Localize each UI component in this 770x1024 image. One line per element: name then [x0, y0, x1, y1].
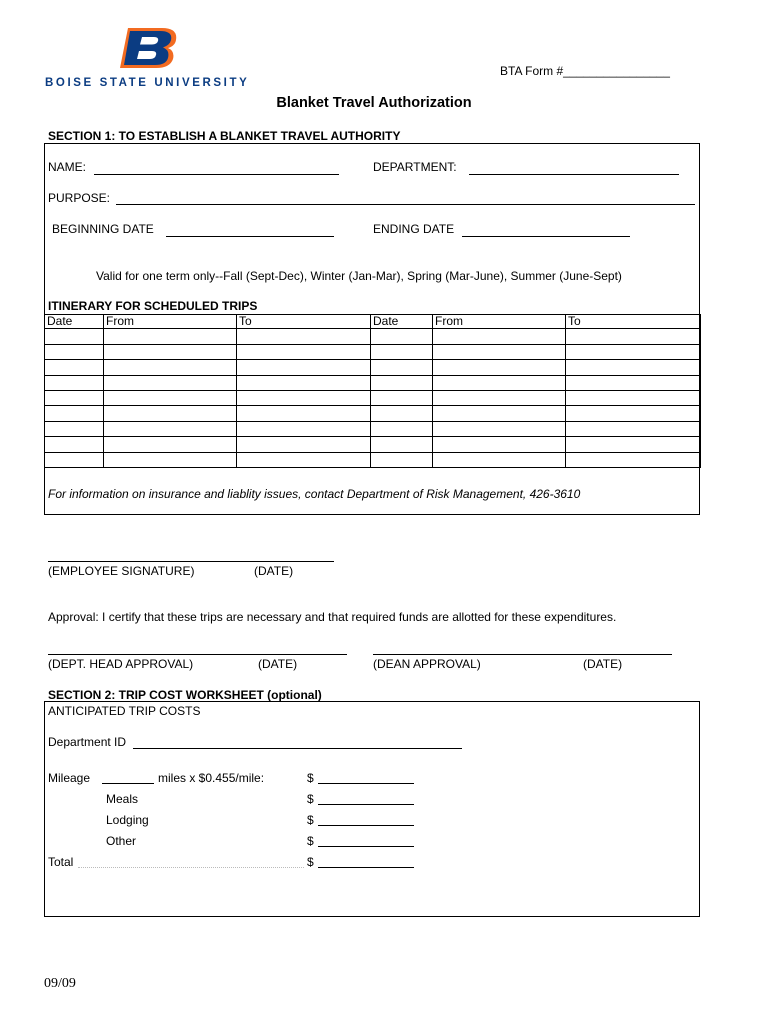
name-field[interactable]	[94, 174, 339, 175]
itinerary-row	[45, 421, 701, 436]
dept-head-approval-field[interactable]	[48, 654, 347, 655]
lodging-dollar-sign: $	[307, 813, 314, 827]
itinerary-cell[interactable]	[566, 421, 701, 436]
itinerary-cell[interactable]	[237, 390, 371, 405]
itinerary-cell[interactable]	[237, 375, 371, 390]
itinerary-row	[45, 390, 701, 405]
itinerary-header-row	[45, 314, 701, 329]
itinerary-row	[45, 344, 701, 359]
lodging-amount-field[interactable]	[318, 825, 414, 826]
itinerary-row	[45, 406, 701, 421]
ending-date-label: ENDING DATE	[373, 222, 455, 236]
itinerary-cell[interactable]	[237, 329, 371, 344]
revision-date: 09/09	[44, 976, 76, 991]
itinerary-cell[interactable]	[433, 452, 566, 467]
itinerary-row	[45, 375, 701, 390]
itinerary-table	[44, 314, 701, 468]
other-amount-field[interactable]	[318, 846, 414, 847]
ending-date-field[interactable]	[462, 236, 630, 237]
itinerary-cell[interactable]	[45, 421, 104, 436]
section1-heading: SECTION 1: TO ESTABLISH A BLANKET TRAVEL AUTHORITY	[48, 129, 401, 143]
itinerary-row	[45, 360, 701, 375]
itinerary-cell[interactable]	[371, 437, 433, 452]
col-header-date-2: Date	[371, 314, 433, 329]
col-header-to-2: To	[566, 314, 701, 329]
total-label: Total	[48, 855, 74, 869]
itinerary-cell[interactable]	[104, 344, 237, 359]
itinerary-cell[interactable]	[371, 406, 433, 421]
other-label: Other	[106, 834, 137, 848]
itinerary-cell[interactable]	[45, 375, 104, 390]
mileage-miles-field[interactable]	[102, 783, 154, 784]
validity-note: Valid for one term only--Fall (Sept-Dec), Winter (Jan-Mar), Spring (Mar-June), Summer (June-Sept)	[96, 269, 622, 283]
section2-box	[44, 701, 700, 917]
boise-state-b-logo	[118, 26, 182, 70]
dean-approval-field[interactable]	[373, 654, 672, 655]
employee-signature-field[interactable]	[48, 561, 334, 562]
itinerary-cell[interactable]	[237, 452, 371, 467]
itinerary-cell[interactable]	[371, 360, 433, 375]
beginning-date-field[interactable]	[166, 236, 334, 237]
itinerary-row	[45, 329, 701, 344]
itinerary-cell[interactable]	[45, 437, 104, 452]
itinerary-cell[interactable]	[237, 421, 371, 436]
itinerary-cell[interactable]	[566, 390, 701, 405]
total-amount-field[interactable]	[318, 867, 414, 868]
itinerary-cell[interactable]	[433, 406, 566, 421]
dept-head-date-label: (DATE)	[258, 657, 298, 671]
itinerary-cell[interactable]	[433, 421, 566, 436]
itinerary-cell[interactable]	[566, 437, 701, 452]
itinerary-cell[interactable]	[237, 360, 371, 375]
itinerary-cell[interactable]	[104, 452, 237, 467]
itinerary-cell[interactable]	[371, 421, 433, 436]
employee-date-label: (DATE)	[254, 564, 294, 578]
meals-label: Meals	[106, 792, 139, 806]
employee-signature-label: (EMPLOYEE SIGNATURE)	[48, 564, 195, 578]
meals-amount-field[interactable]	[318, 804, 414, 805]
itinerary-cell[interactable]	[45, 329, 104, 344]
beginning-date-label: BEGINNING DATE	[52, 222, 154, 236]
itinerary-cell[interactable]	[45, 344, 104, 359]
itinerary-cell[interactable]	[104, 406, 237, 421]
itinerary-cell[interactable]	[371, 375, 433, 390]
itinerary-cell[interactable]	[433, 329, 566, 344]
section2-heading: SECTION 2: TRIP COST WORKSHEET (optional)	[48, 688, 322, 702]
university-wordmark: BOISE STATE UNIVERSITY	[45, 77, 250, 89]
department-id-label: Department ID	[48, 735, 127, 749]
other-dollar-sign: $	[307, 834, 314, 848]
dean-approval-label: (DEAN APPROVAL)	[373, 657, 481, 671]
itinerary-cell[interactable]	[566, 375, 701, 390]
itinerary-cell[interactable]	[237, 437, 371, 452]
purpose-field[interactable]	[116, 204, 695, 205]
itinerary-cell[interactable]	[566, 452, 701, 467]
dept-head-approval-label: (DEPT. HEAD APPROVAL)	[48, 657, 194, 671]
itinerary-cell[interactable]	[237, 406, 371, 421]
mileage-amount-field[interactable]	[318, 783, 414, 784]
itinerary-cell[interactable]	[433, 344, 566, 359]
itinerary-cell[interactable]	[371, 390, 433, 405]
total-leader-dots	[78, 867, 304, 868]
itinerary-cell[interactable]	[45, 406, 104, 421]
purpose-label: PURPOSE:	[48, 191, 111, 205]
itinerary-cell[interactable]	[104, 421, 237, 436]
anticipated-costs-label: ANTICIPATED TRIP COSTS	[48, 704, 201, 718]
itinerary-cell[interactable]	[433, 360, 566, 375]
itinerary-cell[interactable]	[104, 329, 237, 344]
department-id-field[interactable]	[133, 748, 462, 749]
itinerary-cell[interactable]	[371, 344, 433, 359]
itinerary-cell[interactable]	[104, 375, 237, 390]
itinerary-cell[interactable]	[371, 452, 433, 467]
department-label: DEPARTMENT:	[373, 160, 457, 174]
form-number-label[interactable]: BTA Form #________________	[500, 64, 670, 78]
department-field[interactable]	[469, 174, 679, 175]
itinerary-heading: ITINERARY FOR SCHEDULED TRIPS	[48, 299, 258, 313]
lodging-label: Lodging	[106, 813, 149, 827]
itinerary-cell[interactable]	[566, 329, 701, 344]
itinerary-cell[interactable]	[566, 406, 701, 421]
itinerary-cell[interactable]	[104, 390, 237, 405]
itinerary-cell[interactable]	[371, 329, 433, 344]
mileage-dollar-sign: $	[307, 771, 314, 785]
itinerary-cell[interactable]	[237, 344, 371, 359]
col-header-to: To	[237, 314, 371, 329]
itinerary-cell[interactable]	[433, 375, 566, 390]
itinerary-cell[interactable]	[45, 390, 104, 405]
approval-statement: Approval: I certify that these trips are necessary and that required funds are allotted for these expenditures.	[48, 610, 617, 624]
itinerary-row	[45, 437, 701, 452]
dean-date-label: (DATE)	[583, 657, 623, 671]
itinerary-cell[interactable]	[433, 437, 566, 452]
mileage-label: Mileage	[48, 771, 91, 785]
col-header-from-2: From	[433, 314, 566, 329]
page-title: Blanket Travel Authorization	[276, 95, 472, 111]
itinerary-cell[interactable]	[566, 360, 701, 375]
insurance-note: For information on insurance and liablity issues, contact Department of Risk Management, 426-3610	[48, 487, 581, 501]
col-header-from: From	[104, 314, 237, 329]
itinerary-cell[interactable]	[104, 437, 237, 452]
itinerary-cell[interactable]	[433, 390, 566, 405]
meals-dollar-sign: $	[307, 792, 314, 806]
itinerary-cell[interactable]	[566, 344, 701, 359]
name-label: NAME:	[48, 160, 87, 174]
itinerary-cell[interactable]	[45, 360, 104, 375]
total-dollar-sign: $	[307, 855, 314, 869]
mileage-rate-label: miles x $0.455/mile:	[158, 771, 265, 785]
col-header-date: Date	[45, 314, 104, 329]
itinerary-cell[interactable]	[45, 452, 104, 467]
itinerary-cell[interactable]	[104, 360, 237, 375]
itinerary-row	[45, 452, 701, 467]
